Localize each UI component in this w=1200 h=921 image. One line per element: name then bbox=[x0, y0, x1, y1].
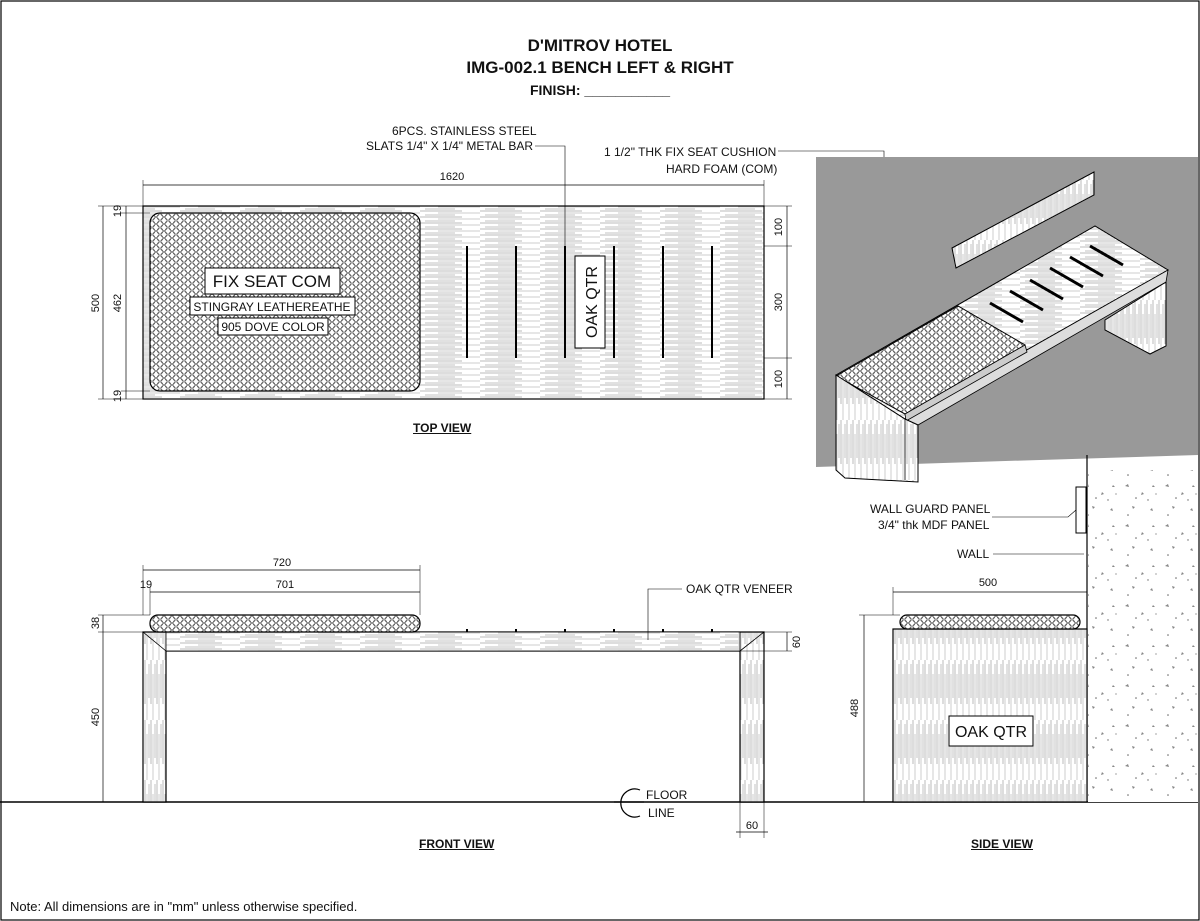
dim-edge-bottom: 19 bbox=[112, 389, 124, 403]
side-wall-guard bbox=[1076, 487, 1086, 533]
dim-depth-inner: 462 bbox=[112, 293, 124, 313]
wall-guard-callout-2: 3/4" thk MDF PANEL bbox=[878, 518, 990, 532]
dim-slat-span: 300 bbox=[773, 292, 785, 312]
dim-slat-margin-bottom: 100 bbox=[773, 369, 785, 389]
side-wood-label: OAK QTR bbox=[954, 724, 1028, 741]
project-title: D'MITROV HOTEL bbox=[527, 36, 673, 55]
dim-cushion-length: 720 bbox=[272, 557, 292, 569]
wall-callout: WALL bbox=[957, 547, 990, 561]
side-cushion bbox=[900, 615, 1080, 629]
dim-edge-top: 19 bbox=[112, 204, 124, 218]
seat-title: FIX SEAT COM bbox=[212, 272, 332, 291]
cushion-callout-1: 1 1/2" THK FIX SEAT CUSHION bbox=[604, 145, 777, 159]
dim-cushion-thk: 38 bbox=[90, 616, 102, 630]
dim-slat-margin-top: 100 bbox=[773, 217, 785, 237]
top-view bbox=[90, 146, 884, 402]
isometric-view bbox=[816, 157, 1198, 482]
wood-label-top: OAK QTR bbox=[584, 265, 601, 339]
floor-line-symbol bbox=[621, 789, 640, 817]
dim-cushion-inner: 701 bbox=[275, 579, 295, 591]
slat-callout-2: SLATS 1/4" X 1/4" METAL BAR bbox=[366, 139, 534, 153]
dim-leg-width: 60 bbox=[745, 820, 759, 832]
wall-guard-callout-1: WALL GUARD PANEL bbox=[870, 502, 991, 516]
floor-line-label-1: FLOOR bbox=[646, 788, 688, 802]
finish-label: FINISH: ___________ bbox=[529, 82, 671, 98]
slat-callout-1: 6PCS. STAINLESS STEEL bbox=[392, 124, 537, 138]
dimension-note: Note: All dimensions are in "mm" unless otherwise specified. bbox=[10, 899, 358, 914]
dim-cushion-edge: 19 bbox=[139, 579, 153, 591]
top-view-label: TOP VIEW bbox=[413, 421, 472, 435]
side-view-label: SIDE VIEW bbox=[971, 837, 1034, 851]
cushion-callout-2: HARD FOAM (COM) bbox=[666, 162, 778, 176]
front-view-label: FRONT VIEW bbox=[419, 837, 495, 851]
seat-material: STINGRAY LEATHEREATHE bbox=[193, 300, 351, 314]
side-wall-concrete bbox=[1088, 470, 1198, 802]
veneer-callout: OAK QTR VENEER bbox=[686, 582, 793, 596]
seat-color: 905 DOVE COLOR bbox=[221, 320, 325, 334]
dim-side-height: 488 bbox=[849, 698, 861, 718]
front-frame bbox=[143, 632, 764, 802]
dim-side-depth: 500 bbox=[978, 577, 998, 589]
floor-line-label-2: LINE bbox=[648, 806, 675, 820]
dim-height: 450 bbox=[90, 707, 102, 727]
dim-top-thk: 60 bbox=[791, 635, 803, 649]
front-cushion bbox=[150, 615, 420, 632]
dim-depth-total: 500 bbox=[90, 293, 102, 313]
drawing-title: IMG-002.1 BENCH LEFT & RIGHT bbox=[466, 58, 734, 77]
dim-length: 1620 bbox=[439, 171, 465, 183]
